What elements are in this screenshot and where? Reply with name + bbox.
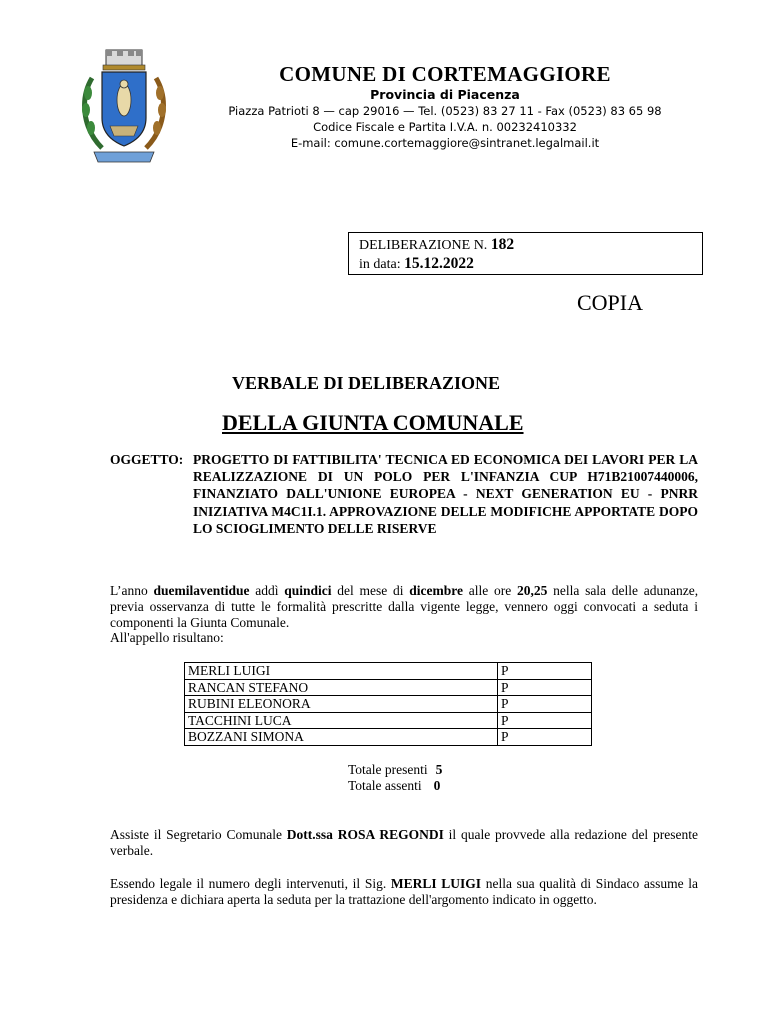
intro-text-3: del mese di bbox=[337, 583, 404, 598]
presidency-paragraph bbox=[110, 876, 698, 908]
deliberation-box bbox=[348, 232, 703, 275]
presidency-text-1: Essendo legale il numero degli intervenuti, il Sig. bbox=[110, 876, 387, 891]
intro-text-2: addì bbox=[255, 583, 279, 598]
member-presence: P bbox=[498, 663, 592, 680]
secretary-name: Dott.ssa ROSA REGONDI bbox=[286, 827, 444, 842]
deliberation-date: 15.12.2022 bbox=[404, 255, 474, 272]
fiscal-code: Codice Fiscale e Partita I.V.A. n. 00232410332 bbox=[313, 120, 577, 134]
letterhead bbox=[200, 62, 690, 151]
subject-text: PROGETTO DI FATTIBILITA' TECNICA ED ECONOMICA DEI LAVORI PER LA REALIZZAZIONE DI UN POLO PER L'INFANZIA CUP H71B21007440006, FINANZIATO DALL'UNIONE EUROPEA - NEXT GENERATION EU - PNRR INIZIATIVA M4C1I.1. APPROVAZIONE DELLE MODIFICHE APPORTATE DOPO LO SCIOGLIMENTO DELLE RISERVE bbox=[193, 452, 698, 536]
member-presence: P bbox=[498, 712, 592, 729]
members-table bbox=[184, 662, 592, 746]
session-year: duemilaventidue bbox=[153, 583, 250, 598]
member-name: BOZZANI SIMONA bbox=[185, 729, 498, 746]
subject-label: OGGETTO bbox=[110, 452, 179, 467]
secretary-text-1: Assiste il Segretario Comunale bbox=[110, 827, 282, 842]
table-row bbox=[185, 729, 592, 746]
email-address: E-mail: comune.cortemaggiore@sintranet.legalmail.it bbox=[290, 136, 600, 150]
deliberation-date-label: in data: bbox=[359, 257, 401, 272]
table-row bbox=[185, 696, 592, 713]
member-name: RANCAN STEFANO bbox=[185, 679, 498, 696]
table-row bbox=[185, 679, 592, 696]
verbale-title: VERBALE DI DELIBERAZIONE bbox=[232, 373, 501, 393]
giunta-title: DELLA GIUNTA COMUNALE bbox=[222, 410, 524, 435]
member-presence: P bbox=[498, 679, 592, 696]
presidency-text-2: nella sua qualità di Sindaco assume la presidenza e dichiara aperta la seduta per la trattazione dell'argomento indicato in oggetto. bbox=[110, 876, 699, 907]
absent-label: Totale assenti bbox=[348, 778, 422, 793]
deliberation-number: 182 bbox=[490, 236, 515, 253]
mayor-name: MERLI LUIGI bbox=[390, 876, 482, 891]
deliberation-date-line bbox=[359, 255, 692, 274]
session-time: 20,25 bbox=[516, 583, 548, 598]
intro-paragraph bbox=[110, 583, 698, 630]
intro-text-5: nella sala delle adunanze, previa osservanza di tutte le formalità prescritte dalla vigente legge, vennero oggi convocati a seduta i componenti la Giunta Comunale. bbox=[110, 583, 699, 630]
province-name: Provincia di Piacenza bbox=[370, 87, 520, 102]
member-name: MERLI LUIGI bbox=[185, 663, 498, 680]
intro-text-4: alle ore bbox=[468, 583, 512, 598]
absent-count: 0 bbox=[433, 778, 441, 793]
copy-label: COPIA bbox=[577, 290, 644, 315]
absent-line bbox=[348, 778, 442, 794]
intro-text-1: L’anno bbox=[110, 583, 148, 598]
present-line bbox=[348, 762, 442, 778]
municipality-title: COMUNE DI CORTEMAGGIORE bbox=[279, 62, 611, 86]
member-presence: P bbox=[498, 696, 592, 713]
roll-call-label: All'appello risultano: bbox=[110, 630, 224, 645]
secretary-text-2: il quale provvede alla redazione del presente verbale. bbox=[110, 827, 698, 858]
present-label: Totale presenti bbox=[348, 762, 428, 777]
member-presence: P bbox=[498, 729, 592, 746]
present-count: 5 bbox=[435, 762, 443, 777]
subject-section: OGGETTO: PROGETTO DI FATTIBILITA' TECNICA ED ECONOMICA DEI LAVORI PER LA REALIZZAZIONE DI UN POLO PER L'INFANZIA CUP H71B21007440006, FINANZIATO DALL'UNIONE EUROPEA - NEXT GENERATION EU - PNRR INIZIATIVA M4C1I.1. APPROVAZIONE DELLE MODIFICHE APPORTATE DOPO LO SCIOGLIMENTO DELLE RISERVE bbox=[110, 452, 698, 536]
member-name: TACCHINI LUCA bbox=[185, 712, 498, 729]
municipality-address: Piazza Patrioti 8 — cap 29016 — Tel. (0523) 83 27 11 - Fax (0523) 83 65 98 bbox=[228, 104, 662, 118]
municipal-crest-icon bbox=[78, 48, 170, 166]
table-row bbox=[185, 663, 592, 680]
deliberation-number-line bbox=[359, 236, 692, 255]
session-month: dicembre bbox=[409, 583, 463, 598]
member-name: RUBINI ELEONORA bbox=[185, 696, 498, 713]
session-day: quindici bbox=[284, 583, 332, 598]
secretary-paragraph bbox=[110, 827, 698, 859]
attendance-totals bbox=[348, 762, 442, 794]
deliberation-number-label: DELIBERAZIONE N. bbox=[359, 238, 488, 253]
table-row bbox=[185, 712, 592, 729]
